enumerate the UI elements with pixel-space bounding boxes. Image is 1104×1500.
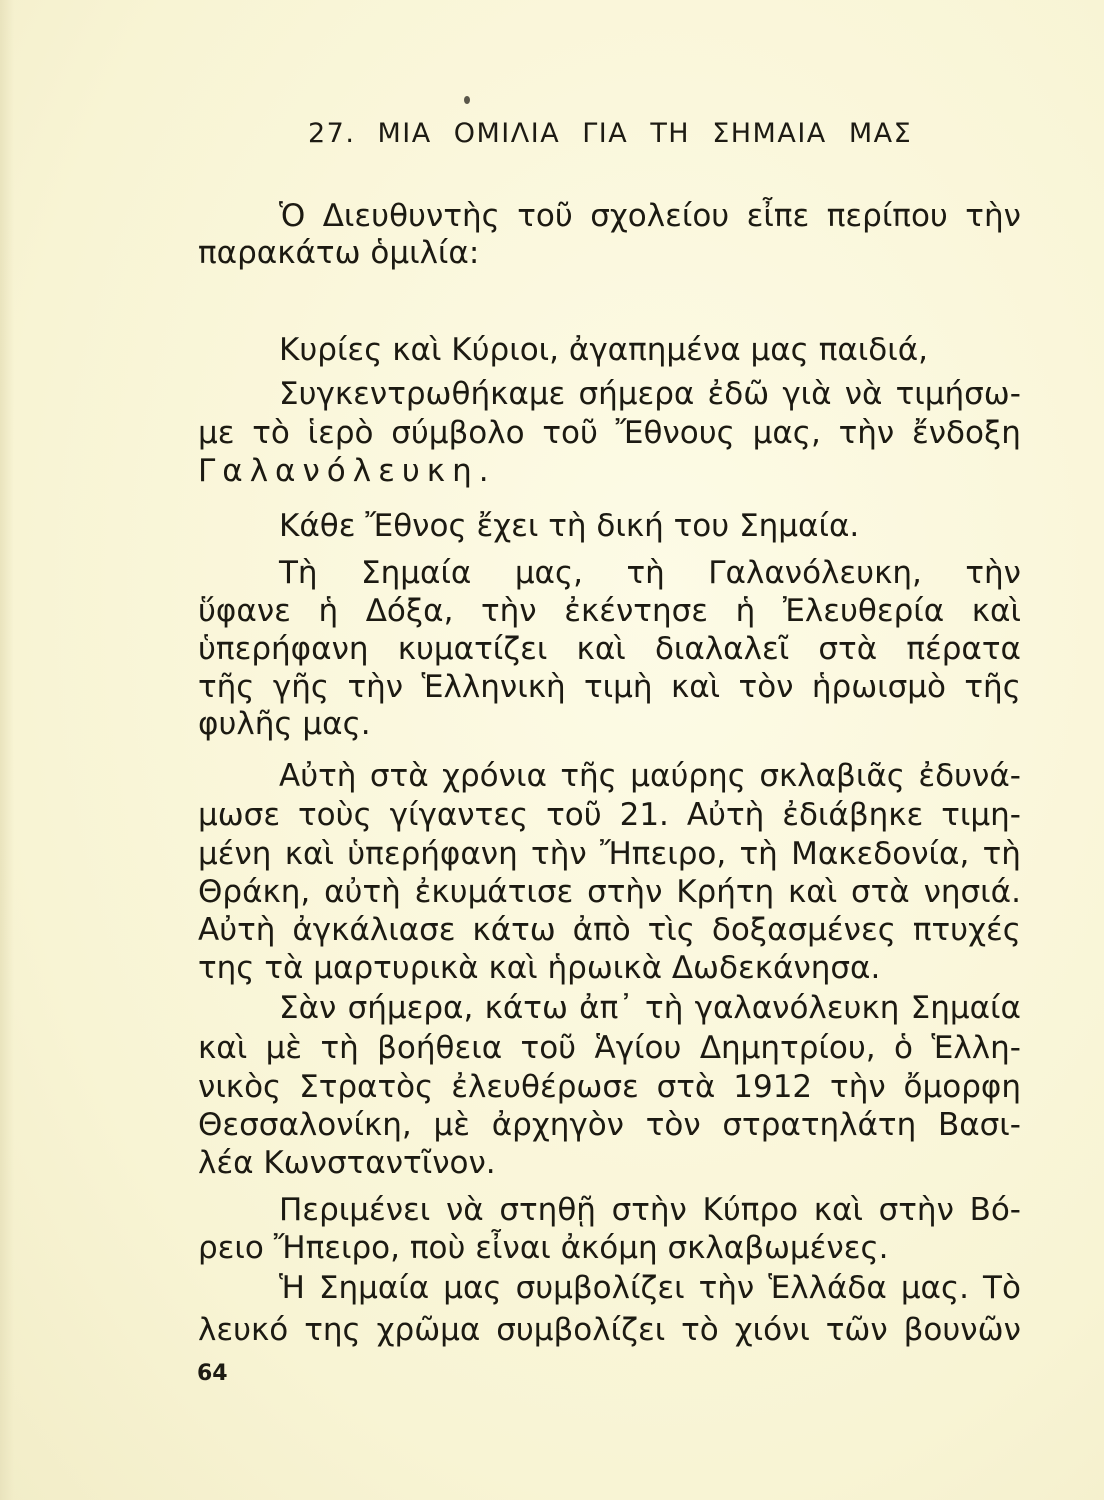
- text-word: τὸν: [645, 1107, 701, 1143]
- text-word: μας.: [900, 1270, 970, 1306]
- text-word: Κύπρο: [702, 1192, 799, 1228]
- text-word: Σημαία: [318, 1270, 430, 1306]
- text-line: φυλῆς μας.: [198, 706, 371, 742]
- text-line: [198, 1310, 1021, 1350]
- chapter-title: ΜΙΑ ΟΜΙΛΙΑ ΓΙΑ ΤΗ ΣΗΜΑΙΑ ΜΑΣ: [377, 118, 913, 149]
- text-line: παρακάτω ὁμιλία:: [198, 235, 480, 271]
- text-word: μὲ: [265, 1030, 303, 1066]
- text-word: της: [304, 1312, 361, 1348]
- text-word: τὴν: [965, 555, 1021, 591]
- text-word: Ὁ: [279, 198, 306, 234]
- text-word: τὸν: [738, 669, 794, 705]
- text-word: στὰ: [369, 758, 429, 794]
- text-word: συμβολίζει: [496, 1312, 666, 1348]
- text-word: ἡ: [735, 593, 756, 629]
- text-word: τὴ: [982, 836, 1021, 872]
- text-line: [279, 988, 1021, 1028]
- page-number: 64: [197, 1361, 228, 1386]
- text-word: γίγαντες: [389, 797, 529, 833]
- text-line: ρειο Ἤπειρο, ποὺ εἶναι ἀκόμη σκλαβωμένες.: [198, 1230, 889, 1266]
- text-word: Κρήτη: [676, 874, 775, 910]
- text-word: Μακεδονία,: [791, 836, 970, 872]
- text-word: καὶ: [971, 593, 1021, 629]
- text-word: λευκό: [198, 1312, 289, 1348]
- text-line: [279, 756, 1021, 796]
- text-word: στὰ: [818, 631, 878, 667]
- text-word: τὴν: [481, 593, 537, 629]
- text-word: Στρατὸς: [299, 1069, 434, 1105]
- text-line: [198, 1067, 1021, 1107]
- text-line: [279, 553, 1021, 593]
- text-word: Ἔθνους: [615, 415, 735, 451]
- text-word: μας,: [514, 555, 584, 591]
- text-word: δοξασμένες: [711, 912, 896, 948]
- text-word: στὴν: [587, 874, 663, 910]
- text-word: σκλαβιᾶς: [759, 758, 905, 794]
- text-word: στηθῇ: [499, 1192, 596, 1228]
- text-word: Ἐλευθερία: [782, 593, 945, 629]
- text-word: τὴ: [739, 836, 778, 872]
- text-word: νησιά.: [923, 874, 1021, 910]
- text-word: ὁ: [894, 1030, 913, 1066]
- text-word: μας: [443, 1270, 502, 1306]
- text-word: ἀπὸ: [572, 912, 631, 948]
- text-word: τὴ: [645, 990, 684, 1026]
- text-word: Σὰν: [279, 990, 337, 1026]
- text-word: τῆς: [198, 669, 255, 705]
- text-line: Κυρίες καὶ Κύριοι, ἀγαπημένα μας παιδιά,: [279, 332, 929, 368]
- text-word: ἱερὸ: [307, 415, 374, 451]
- text-word: Ἡ: [279, 1270, 305, 1306]
- text-word: πτυχές: [912, 912, 1021, 948]
- text-word: ἡρωισμὸ: [811, 669, 946, 705]
- text-word: ὄμορφη: [903, 1069, 1021, 1105]
- text-line: Γαλανόλευκη.: [198, 453, 496, 489]
- text-word: πέρατα: [906, 631, 1021, 667]
- text-word: κάτω: [472, 912, 556, 948]
- text-word: Γαλανόλευκη,: [708, 555, 922, 591]
- text-word: ἐλευθέρωσε: [451, 1069, 639, 1105]
- text-word: νὰ: [844, 376, 883, 412]
- text-word: τὴν: [531, 836, 587, 872]
- text-line: [198, 629, 1021, 669]
- text-line: [198, 413, 1021, 453]
- text-word: Περιμένει: [279, 1192, 431, 1228]
- chapter-number: 27.: [308, 118, 356, 149]
- text-word: στὰ: [656, 1069, 716, 1105]
- text-line: [279, 196, 1021, 236]
- text-word: τὴν: [838, 415, 895, 451]
- text-word: καὶ: [198, 1030, 248, 1066]
- text-line: της τὰ μαρτυρικὰ καὶ ἡρωικὰ Δωδεκάνησα.: [198, 950, 881, 986]
- text-word: περίπου: [826, 198, 948, 234]
- text-word: Ἤπειρο,: [599, 836, 727, 872]
- text-word: ἀπ᾽: [579, 990, 634, 1026]
- text-word: τῶν: [825, 1312, 888, 1348]
- text-word: Διευθυντὴς: [322, 198, 500, 234]
- text-word: τὴ: [626, 555, 665, 591]
- text-word: βοήθεια: [377, 1030, 503, 1066]
- text-word: σήμερα,: [347, 990, 474, 1026]
- text-word: τὸ: [252, 415, 290, 451]
- text-word: νικὸς: [198, 1069, 282, 1105]
- text-word: τὴν: [347, 669, 404, 705]
- text-word: καὶ: [670, 669, 721, 705]
- text-word: ἀρχηγὸν: [491, 1107, 624, 1143]
- text-word: χρῶμα: [376, 1312, 481, 1348]
- text-word: Αὐτὴ: [686, 797, 765, 833]
- text-word: με: [198, 415, 235, 451]
- text-word: Ἁγίου: [594, 1030, 682, 1066]
- text-line: [198, 910, 1021, 950]
- text-line: [279, 1268, 1021, 1308]
- text-word: ἔνδοξη: [911, 415, 1021, 451]
- text-word: τιμήσω-: [895, 376, 1021, 412]
- text-word: τοῦ: [542, 415, 598, 451]
- text-line: [198, 591, 1021, 631]
- text-word: νὰ: [445, 1192, 484, 1228]
- text-word: κυματίζει: [397, 631, 548, 667]
- text-word: Συγκεντρωθήκαμε: [279, 376, 566, 412]
- text-word: Ἑλληνικὴ: [421, 669, 566, 705]
- text-word: Βό-: [969, 1192, 1021, 1228]
- text-word: τὸ: [681, 1312, 719, 1348]
- text-word: τὴ: [320, 1030, 359, 1066]
- text-word: Θράκη,: [198, 874, 311, 910]
- text-word: ἐδῶ: [707, 376, 770, 412]
- text-word: Αὐτὴ: [198, 912, 276, 948]
- text-word: ἀγκάλιασε: [292, 912, 456, 948]
- text-line: [198, 667, 1021, 707]
- text-word: ἐκυμάτισε: [414, 874, 574, 910]
- text-word: Ἑλλάδα: [768, 1270, 887, 1306]
- text-word: μας,: [752, 415, 821, 451]
- text-word: γιὰ: [782, 376, 832, 412]
- text-word: τὴν: [965, 198, 1021, 234]
- text-word: τιμη-: [941, 797, 1021, 833]
- text-line: [198, 834, 1021, 874]
- text-word: τοῦ: [517, 198, 573, 234]
- text-word: Θεσσαλονίκη,: [198, 1107, 412, 1143]
- text-word: εἶπε: [746, 198, 810, 234]
- text-word: ἐδυνά-: [918, 758, 1021, 794]
- text-word: μὲ: [433, 1107, 470, 1143]
- text-word: τοὺς: [298, 797, 372, 833]
- text-line: [198, 1028, 1021, 1068]
- text-word: τὶς: [647, 912, 695, 948]
- text-line: Κάθε Ἔθνος ἔχει τὴ δική του Σημαία.: [279, 508, 860, 544]
- text-line: λέα Κωνσταντῖνον.: [198, 1145, 496, 1181]
- text-word: σήμερα: [578, 376, 695, 412]
- text-word: μωσε: [198, 797, 281, 833]
- text-word: στὰ: [851, 874, 910, 910]
- text-word: τῆς: [560, 758, 617, 794]
- text-word: μαύρης: [630, 758, 746, 794]
- text-word: ὕφανε: [198, 593, 291, 629]
- text-word: ἐκέντησε: [564, 593, 709, 629]
- text-line: [279, 1190, 1021, 1230]
- text-word: σχολείου: [590, 198, 730, 234]
- text-word: διαλαλεῖ: [654, 631, 790, 667]
- text-word: καὶ: [813, 1192, 863, 1228]
- text-word: βουνῶν: [903, 1312, 1021, 1348]
- text-word: χιόνι: [734, 1312, 810, 1348]
- text-word: τοῦ: [520, 1030, 577, 1066]
- text-word: Δημητρίου,: [699, 1030, 876, 1066]
- text-word: αὐτὴ: [324, 874, 401, 910]
- text-word: στρατηλάτη: [722, 1107, 917, 1143]
- text-word: ἐδιάβηκε: [782, 797, 924, 833]
- text-word: τὴν: [830, 1069, 886, 1105]
- text-word: στὴν: [878, 1192, 954, 1228]
- text-word: καὶ: [787, 874, 838, 910]
- text-word: Σημαία: [361, 555, 472, 591]
- text-word: συμβολίζει: [515, 1270, 685, 1306]
- text-line: [198, 795, 1021, 835]
- text-word: Τὴ: [279, 555, 318, 591]
- text-word: χρόνια: [442, 758, 547, 794]
- text-word: Αὐτὴ: [279, 758, 357, 794]
- text-word: Ἑλλη-: [931, 1030, 1021, 1066]
- text-line: [279, 374, 1021, 414]
- text-word: Βασι-: [937, 1107, 1021, 1143]
- text-word: Τὸ: [983, 1270, 1021, 1306]
- text-word: ὑπερήφανη: [347, 836, 518, 872]
- text-word: σύμβολο: [391, 415, 525, 451]
- text-word: τὴν: [698, 1270, 755, 1306]
- text-word: μένη: [198, 836, 272, 872]
- text-word: 21.: [619, 797, 669, 833]
- text-word: τοῦ: [546, 797, 602, 833]
- text-word: γῆς: [272, 669, 330, 705]
- text-word: στὴν: [611, 1192, 687, 1228]
- text-word: καὶ: [576, 631, 626, 667]
- text-word: τιμὴ: [584, 669, 653, 705]
- text-word: καὶ: [284, 836, 334, 872]
- text-line: [198, 1105, 1021, 1145]
- text-word: ὑπερήφανη: [198, 631, 369, 667]
- text-word: κάτω: [484, 990, 568, 1026]
- text-word: ἡ: [318, 593, 339, 629]
- text-word: τῆς: [964, 669, 1021, 705]
- text-word: Δόξα,: [365, 593, 454, 629]
- text-word: 1912: [733, 1069, 813, 1105]
- text-word: Σημαία: [910, 990, 1021, 1026]
- text-line: [198, 872, 1021, 912]
- text-word: γαλανόλευκη: [694, 990, 900, 1026]
